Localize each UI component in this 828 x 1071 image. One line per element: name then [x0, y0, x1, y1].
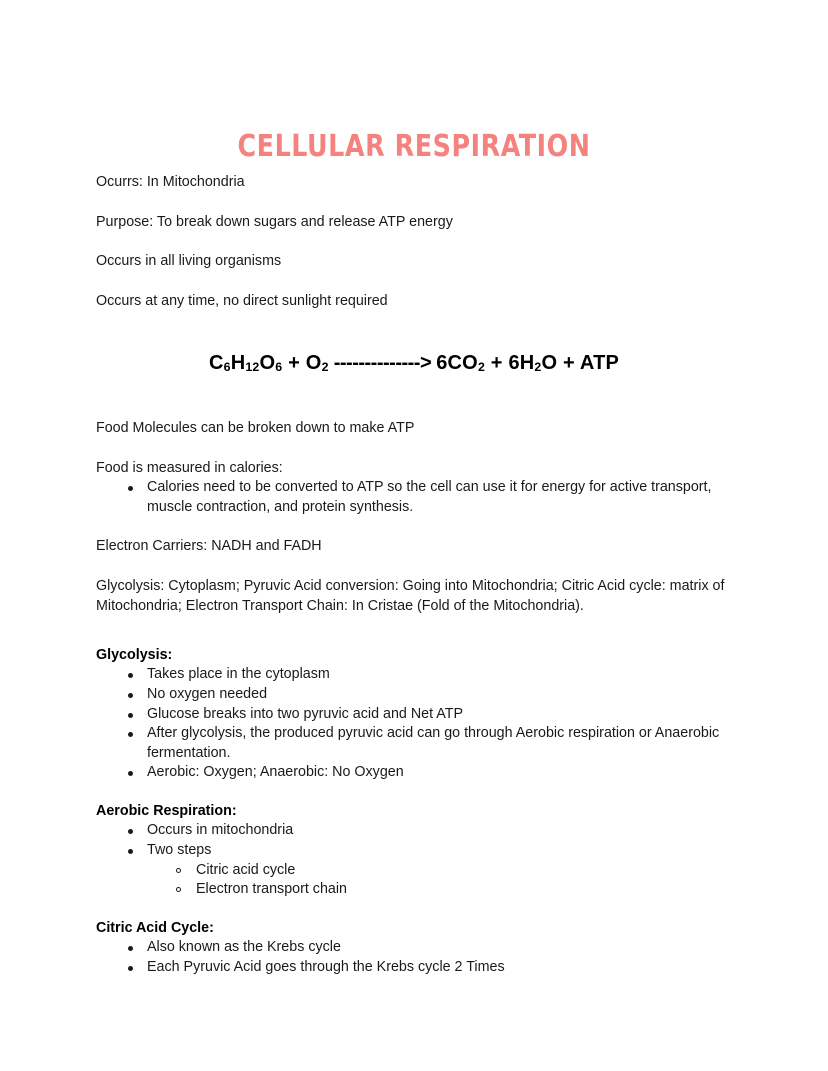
spacer-before-glycolysis — [96, 636, 732, 645]
paragraph-food-molecules: Food Molecules can be broken down to make ATP — [96, 420, 415, 437]
equation-glucose: $C_6H_{12}O_6$ — [208, 352, 283, 375]
intro-paragraph-occurs: Ocurrs: In Mitochondria — [96, 174, 245, 190]
section-heading-glycolysis: Glycolysis: — [96, 646, 173, 663]
oxygen-sub: 2 — [321, 360, 329, 375]
chemical-equation — [96, 349, 732, 381]
spacer-before-electron-carriers — [96, 517, 732, 536]
list-item — [96, 841, 732, 861]
sub-list-item: Electron transport chain — [96, 880, 732, 900]
intro-paragraph-sunlight: Occurs at any time, no direct sunlight required — [96, 292, 388, 309]
spacer-before-aerobic — [96, 783, 732, 801]
equation-plus-3: + — [557, 352, 580, 374]
water-sub: 2 — [534, 360, 542, 375]
list-item: Aerobic: Oxygen; Anaerobic: No Oxygen — [96, 763, 732, 783]
spacer-before-citric — [96, 900, 732, 918]
list-item: Also known as the Krebs cycle — [96, 938, 732, 958]
glucose-sub-oxygen: 6 — [275, 360, 283, 375]
equation-bottom-spacer-b — [96, 400, 732, 418]
equation-oxygen: $O_2$ — [305, 352, 329, 375]
aerobic-respiration-sub-bullet-list — [96, 861, 732, 900]
list-item: Takes place in the cytoplasm — [96, 665, 732, 685]
list-item: Each Pyruvic Acid goes through the Krebs cycle 2 Times — [96, 958, 732, 978]
list-item: Glucose breaks into two pyruvic acid and Net ATP — [96, 705, 732, 725]
intro-paragraph-organisms: Occurs in all living organisms — [96, 253, 282, 269]
list-item: Occurs in mitochondria — [96, 821, 732, 841]
citric-acid-cycle-bullet-list — [96, 938, 732, 977]
equation-bottom-spacer-a — [96, 381, 732, 400]
aerobic-respiration-bullet-list — [96, 821, 732, 860]
food-calories-bullet-list — [96, 478, 732, 517]
equation-arrow: --------------> — [328, 352, 437, 374]
paragraph-electron-carriers: Electron Carriers: NADH and FADH — [96, 538, 322, 555]
paragraph-locations: Glycolysis: Cytoplasm; Pyruvic Acid conversion: Going into Mitochondria; Citric Acid cycle: matrix of Mitochondria; Electron Transport Chain: In Cristae (Fold of the Mitochondria). — [96, 577, 725, 615]
equation-plus-2: + — [485, 352, 509, 374]
list-item: No oxygen needed — [96, 685, 732, 705]
sub-list-item: Citric acid cycle — [96, 861, 732, 881]
paragraph-food-calories-heading: Food is measured in calories: — [96, 459, 283, 476]
glycolysis-bullet-list — [96, 665, 732, 783]
equation-atp: ATP — [579, 352, 620, 374]
page-title: CELLULAR RESPIRATION — [237, 129, 591, 165]
section-heading-citric-acid-cycle: Citric Acid Cycle: — [96, 919, 214, 936]
list-item: After glycolysis, the produced pyruvic acid can go through Aerobic respiration or Anaerobic fermentation. — [96, 724, 732, 763]
equation-top-spacer — [96, 330, 732, 349]
document-body — [96, 172, 732, 978]
co2-sub: 2 — [477, 360, 486, 375]
equation-water: $6H_2O$ — [508, 352, 558, 375]
equation-carbon-dioxide: $6CO_2$ — [436, 352, 486, 375]
glucose-sub-hydrogen: 12 — [245, 360, 260, 375]
glucose-sub-carbon: 6 — [223, 360, 231, 375]
list-item: Calories need to be converted to ATP so the cell can use it for energy for active transport, muscle contraction, and protein synthesis. — [96, 478, 732, 517]
intro-paragraph-purpose: Purpose: To break down sugars and release ATP energy — [96, 213, 453, 230]
section-heading-aerobic-respiration: Aerobic Respiration: — [96, 802, 237, 819]
equation-plus-1: + — [282, 352, 306, 374]
list-item-label: Two steps — [147, 842, 212, 859]
